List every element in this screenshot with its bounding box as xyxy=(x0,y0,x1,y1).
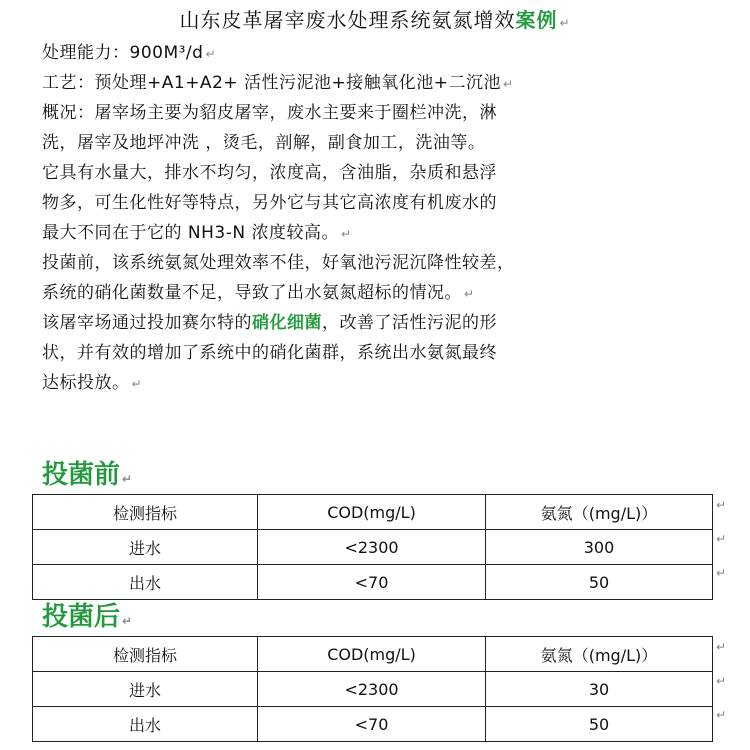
header-cell: 氨氮（(mg/L)） xyxy=(486,637,713,672)
before-line: 系统的硝化菌数量不足，导致了出水氨氮超标的情况。 ↵ xyxy=(42,283,475,303)
paragraph-mark-icon: ↵ xyxy=(122,472,133,486)
overview-line: 物多，可生化性好等特点，另外它与其它高浓度有机废水的 xyxy=(42,193,497,213)
paragraph-mark-icon: ↵ xyxy=(131,377,143,391)
process-line: 工艺：预处理+A1+A2+ 活性污泥池+接触氧化池+二沉池 ↵ xyxy=(42,73,514,93)
overview-line: 概况：屠宰场主要为貂皮屠宰，废水主要来于圈栏冲洗，淋 xyxy=(42,103,497,123)
section-heading-after: 投菌后 ↵ xyxy=(42,602,133,632)
header-cell: COD(mg/L) xyxy=(258,637,486,672)
table-cell: <2300 xyxy=(258,530,486,565)
table-header-row xyxy=(33,637,713,672)
header-cell: 氨氮（(mg/L)） xyxy=(486,495,713,530)
intro-block xyxy=(42,38,712,398)
table-row xyxy=(33,672,713,707)
header-cell: 检测指标 xyxy=(33,637,258,672)
overview-line: 它具有水量大，排水不均匀，浓度高，含油脂，杂质和悬浮 xyxy=(42,163,497,183)
paragraph-mark-icon: ↵ xyxy=(464,287,475,301)
row-end-mark-icon: ↵ xyxy=(716,532,727,546)
table-row xyxy=(33,530,713,565)
overview-line: 最大不同在于它的 NH3-N 浓度较高。 ↵ xyxy=(42,223,352,243)
table-cell: 出水 xyxy=(33,565,258,600)
table-cell: 50 xyxy=(486,565,713,600)
paragraph-mark-icon: ↵ xyxy=(503,77,514,91)
title-main: 山东皮革屠宰废水处理系统氨氮增效 xyxy=(179,8,516,32)
table-cell: 30 xyxy=(486,672,713,707)
header-cell: 检测指标 xyxy=(33,495,258,530)
paragraph-mark-icon: ↵ xyxy=(340,227,352,241)
header-cell: COD(mg/L) xyxy=(258,495,486,530)
result-line: 该屠宰场通过投加赛尔特的硝化细菌，改善了活性污泥的形 xyxy=(42,313,497,333)
table-cell: <2300 xyxy=(258,672,486,707)
results-table-before xyxy=(32,494,713,600)
section-heading-before: 投菌前 ↵ xyxy=(42,460,133,490)
results-table-after xyxy=(32,636,713,742)
row-end-mark-icon: ↵ xyxy=(716,708,727,722)
document-title xyxy=(0,6,750,37)
paragraph-mark-icon: ↵ xyxy=(122,614,133,628)
row-end-mark-icon: ↵ xyxy=(716,640,727,654)
result-line: 状，并有效的增加了系统中的硝化菌群，系统出水氨氮最终 xyxy=(42,343,497,363)
table-cell: 50 xyxy=(486,707,713,742)
table-cell: 进水 xyxy=(33,530,258,565)
row-end-mark-icon: ↵ xyxy=(716,674,727,688)
result-line: 达标投放。 ↵ xyxy=(42,373,143,393)
row-end-mark-icon: ↵ xyxy=(716,566,727,580)
table-cell: <70 xyxy=(258,707,486,742)
row-end-mark-icon: ↵ xyxy=(716,498,727,512)
table-cell: 进水 xyxy=(33,672,258,707)
table-cell: 出水 xyxy=(33,707,258,742)
table-row xyxy=(33,707,713,742)
overview-line: 洗，屠宰及地坪冲洗 ，烫毛，剖解，副食加工，洗油等。 xyxy=(42,133,486,153)
paragraph-mark-icon: ↵ xyxy=(205,47,217,61)
table-cell: <70 xyxy=(258,565,486,600)
before-line: 投菌前，该系统氨氮处理效率不佳，好氧池污泥沉降性较差， xyxy=(42,253,515,273)
table-row xyxy=(33,565,713,600)
title-accent: 案例 xyxy=(515,8,558,32)
table-cell: 300 xyxy=(486,530,713,565)
capacity-line: 处理能力：900M³/d ↵ xyxy=(42,43,217,63)
paragraph-mark-icon: ↵ xyxy=(559,16,571,30)
highlight-product: 硝化细菌 xyxy=(252,313,322,333)
table-header-row xyxy=(33,495,713,530)
